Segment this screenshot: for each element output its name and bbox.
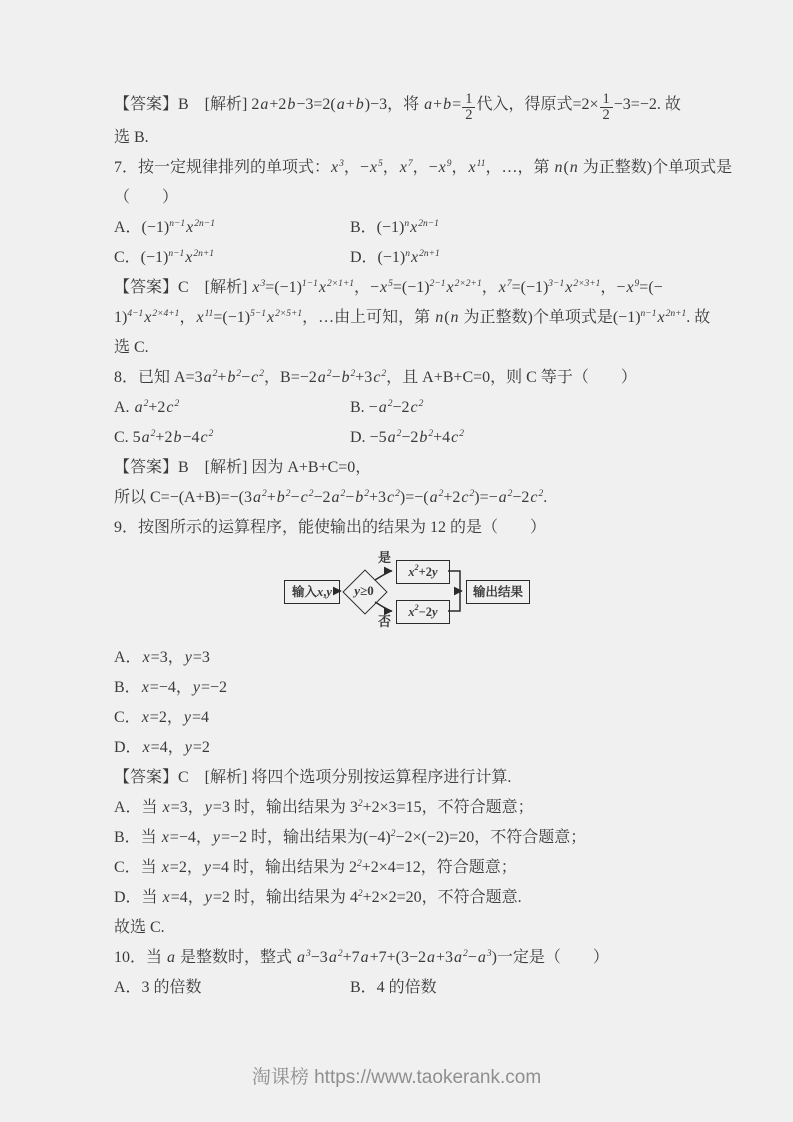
option-row xyxy=(114,213,773,243)
flowchart-no-label: 否 xyxy=(378,614,392,630)
text-line: C．当 x=2，y=4 时，输出结果为 $2^2+2\times 4=12$，符合题意； xyxy=(114,859,517,877)
text-line: 选 B. xyxy=(114,129,149,147)
option-left: A. $a^2+2c^2$ xyxy=(114,399,180,417)
flowchart-input-box: 输入 x , y xyxy=(284,580,340,604)
document-body xyxy=(114,90,773,1003)
text-line: C．x=2，y=4 xyxy=(114,709,209,727)
option-left: A．$(-1)^{n-1}x^{2n-1}$ xyxy=(114,219,215,237)
flowchart-yes-operation-box: x $^2$ +2 y xyxy=(396,560,450,584)
option-left: C. $5a^2+2b-4c^2$ xyxy=(114,429,214,447)
flowchart-yes-label: 是 xyxy=(378,550,392,566)
option-row xyxy=(114,393,773,423)
text-line: 【答案】B [解析] 2a+2b−3=2(a+b)−3，将 a+b= $\frac{1}{2}$ 代入，得原式=2× $\frac{1}{2}$ −3=−2. 故 xyxy=(114,90,681,123)
text-line: B．x=−4，y=−2 xyxy=(114,679,228,697)
text-line: D．当 x=4，y=2 时，输出结果为 $4^2+2\times 2=20$，不符合题意. xyxy=(114,889,522,907)
option-row xyxy=(114,243,773,273)
option-right: D. $-5a^2-2b^2+4c^2$ xyxy=(350,429,464,447)
text-line: （ ） xyxy=(114,189,179,207)
flowchart-condition-label: y≥0 xyxy=(354,583,374,599)
text-line: $1)^{4-1}x^{2\times 4+1}$，$x^{11}=(-1)^{5-1}x^{2\times 5+1}$，…由上可知，第 n(n 为正整数)个单项式是$(-1)^{n-1}x^{2n+1}$. 故 xyxy=(114,309,711,327)
text-line: D．x=4，y=2 xyxy=(114,739,210,757)
text-line: 【答案】B [解析] 因为 A+B+C=0， xyxy=(114,459,372,477)
text-line: 9．按图所示的运算程序，能使输出的结果为 12 的是（ ） xyxy=(114,519,547,537)
option-right: D．$(-1)^nx^{2n+1}$ xyxy=(350,249,440,267)
text-line: 选 C. xyxy=(114,339,149,357)
site-footer xyxy=(0,1062,793,1089)
option-right: B．4 的倍数 xyxy=(350,979,437,997)
text-line: A．当 x=3，y=3 时，输出结果为 $3^2+2\times 3=15$，不符合题意； xyxy=(114,799,534,817)
text-line: 7．按一定规律排列的单项式：$x^3$，$-x^5$，$x^7$，$-x^9$，$x^{11}$，…，第 n(n 为正整数)个单项式是 xyxy=(114,159,733,177)
option-row xyxy=(114,973,773,1003)
footer-text: 淘课榜 https://www.taokerank.com xyxy=(251,1067,542,1088)
text-line: 8．已知 $A=3a^2+b^2-c^2$，$B=-2a^2-b^2+3c^2$，且 A+B+C=0，则 C 等于（ ） xyxy=(114,369,637,387)
option-right: B．$(-1)^nx^{2n-1}$ xyxy=(350,219,439,237)
option-row xyxy=(114,423,773,453)
text-line: B．当 x=−4，y=−2 时，输出结果为$(-4)^2-2\times(-2)=20$，不符合题意； xyxy=(114,829,587,847)
flowchart-no-operation-box: x $^2$ −2 y xyxy=(396,600,450,624)
option-right: B. $-a^2-2c^2$ xyxy=(350,399,424,417)
option-left: C．$(-1)^{n-1}x^{2n+1}$ xyxy=(114,249,215,267)
text-line: 故选 C. xyxy=(114,919,165,937)
text-line: 【答案】C [解析] $x^3=(-1)^{1-1}x^{2\times 1+1}$，$-x^5=(-1)^{2-1}x^{2\times 2+1}$，$x^7=(-1)^{3-1}x^{2\times 3+1}$，$-x^9=(-$ xyxy=(114,279,663,297)
text-line: 10．当 a 是整数时，整式 $a^3-3a^2+7a+7+(3-2a+3a^2-a^3)$一定是（ ） xyxy=(114,949,609,967)
option-left: A．3 的倍数 xyxy=(114,979,202,997)
flowchart-output-box: 输出结果 xyxy=(466,580,530,604)
text-line: A．x=3，y=3 xyxy=(114,649,210,667)
flowchart xyxy=(284,551,530,633)
text-line: 所以 $C=-(A+B)=-(3a^2+b^2-c^2-2a^2-b^2+3c^2)=-(a^2+2c^2)=-a^2-2c^2$. xyxy=(114,489,548,507)
text-line: 【答案】C [解析] 将四个选项分别按运算程序进行计算. xyxy=(114,769,512,787)
